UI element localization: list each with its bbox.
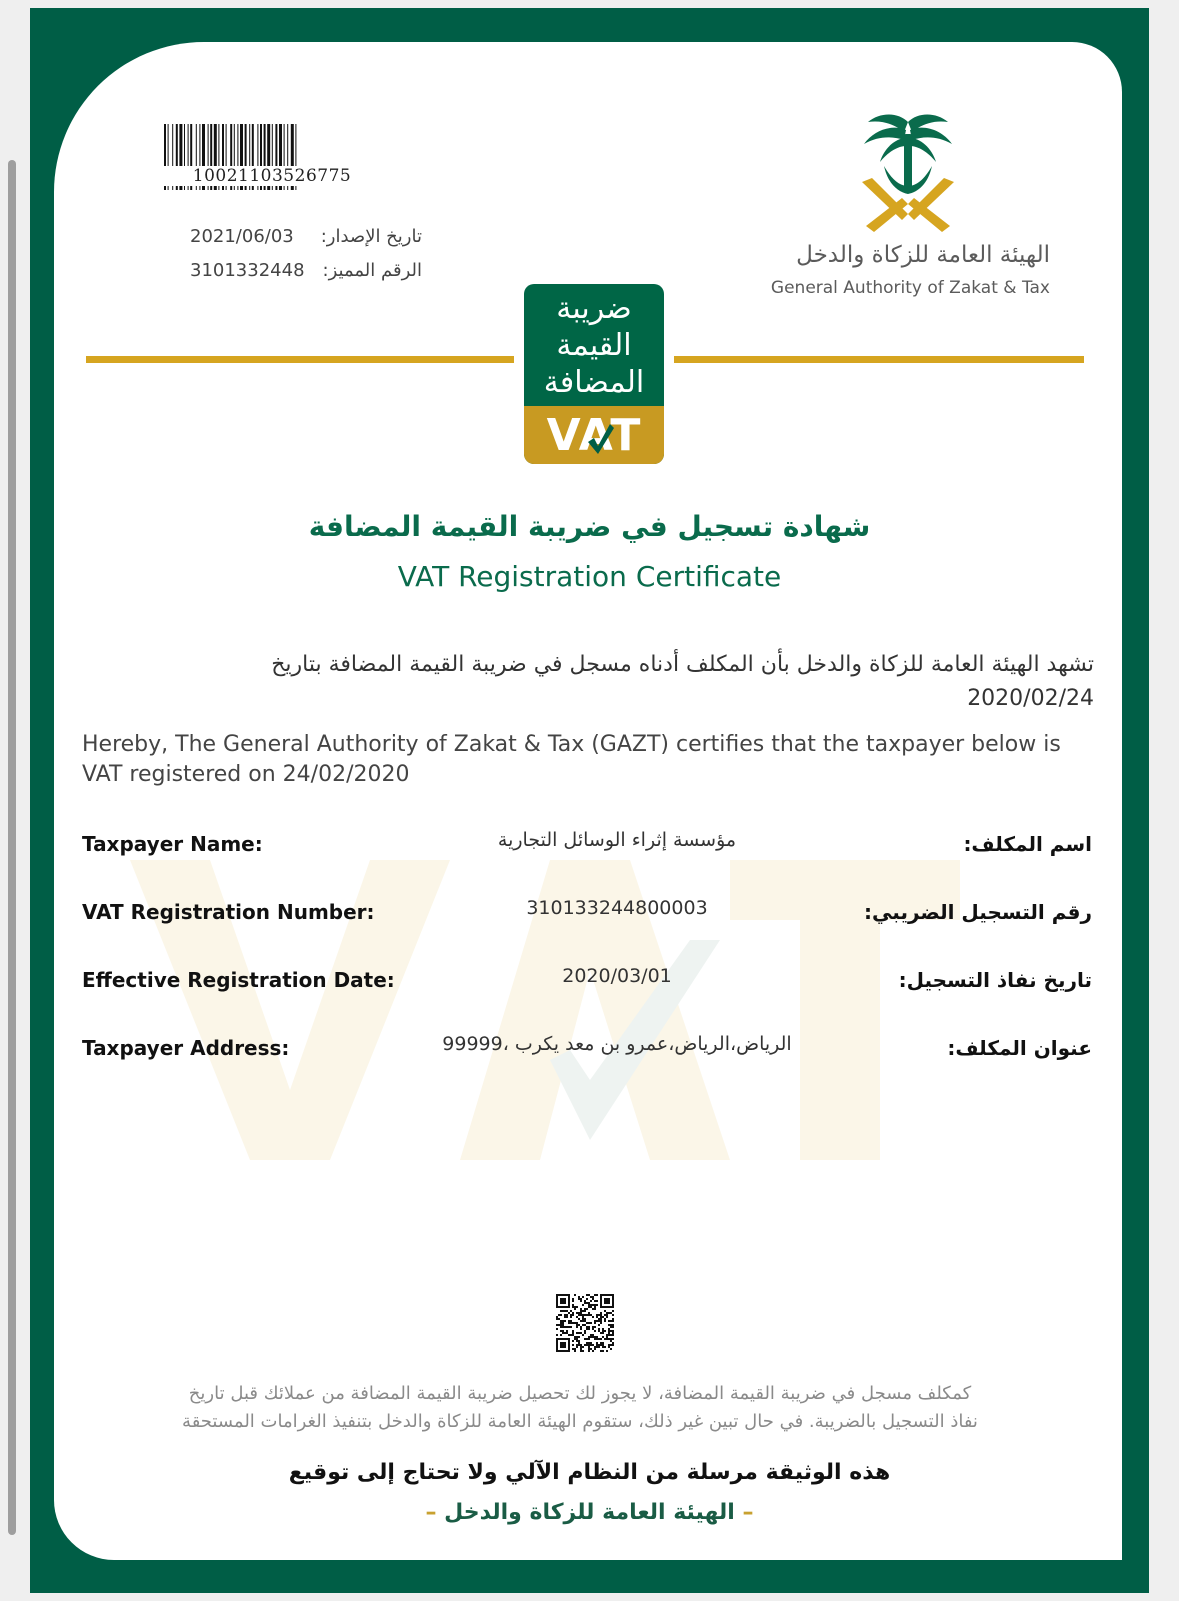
vat-logo-text: VAT <box>546 410 642 461</box>
field-label-en: Taxpayer Address: <box>82 1036 290 1060</box>
registration-notice <box>80 1380 1080 1436</box>
issue-date-value: 2021/06/03 <box>190 226 294 247</box>
field-label-en: VAT Registration Number: <box>82 900 375 924</box>
field-label-ar: عنوان المكلف: <box>947 1036 1092 1060</box>
field-label-ar: اسم المكلف: <box>963 832 1092 856</box>
vat-logo-ar-line3: المضافة <box>543 365 645 400</box>
field-value: 310133244800003 <box>526 897 708 919</box>
certification-text-en: Hereby, The General Authority of Zakat & Tax (GAZT) certifies that the taxpayer below is VAT registered on 24/02/2020 <box>82 732 1061 787</box>
notice-line-2: نفاذ التسجيل بالضريبة. في حال تبين غير ذلك، ستقوم الهيئة العامة للزكاة والدخل بتنفيذ الغرامات المستحقة <box>182 1411 978 1432</box>
issue-date-label: تاريخ الإصدار: <box>320 226 422 247</box>
issue-date-row <box>190 226 422 247</box>
certification-text-ar: تشهد الهيئة العامة للزكاة والدخل بأن المكلف أدناه مسجل في ضريبة القيمة المضافة بتاريخ 2020/02/24 <box>271 652 1094 711</box>
checkmark-icon <box>586 420 614 456</box>
field-label-ar: رقم التسجيل الضريبي: <box>864 900 1092 924</box>
qr-code <box>556 1294 614 1352</box>
system-generated-note: هذه الوثيقة مرسلة من النظام الآلي ولا تحتاج إلى توقيع <box>288 1460 891 1485</box>
vat-logo-ar-line1: ضريبة <box>556 291 632 326</box>
authority-name-en: General Authority of Zakat & Tax <box>770 278 1050 298</box>
authority-signature <box>0 1500 1179 1525</box>
scrollbar[interactable] <box>8 160 16 1535</box>
field-label-en: Effective Registration Date: <box>82 968 395 992</box>
notice-line-1: كمكلف مسجل في ضريبة القيمة المضافة، لا يجوز لك تحصيل ضريبة القيمة المضافة من عملائك قبل تاريخ <box>188 1383 972 1404</box>
vat-logo <box>524 284 664 464</box>
vat-logo-band <box>524 406 664 464</box>
field-effective-date <box>82 965 1092 1008</box>
authority-name-ar: الهيئة العامة للزكاة والدخل <box>796 242 1050 268</box>
signature-text: الهيئة العامة للزكاة والدخل <box>444 1500 735 1525</box>
field-taxpayer-address <box>82 1033 1092 1076</box>
distinct-number-value: 3101332448 <box>190 260 305 281</box>
field-vat-number <box>82 897 1092 940</box>
palm-swords-logo-icon <box>858 108 958 232</box>
field-value: 2020/03/01 <box>562 965 672 987</box>
distinct-number-label: الرقم المميز: <box>322 260 422 281</box>
field-label-en: Taxpayer Name: <box>82 832 263 856</box>
dash-decoration: – <box>425 1500 445 1525</box>
gold-divider-left <box>86 356 514 363</box>
barcode-number: 10021103526775 <box>164 166 380 186</box>
vat-logo-ar-line2: القيمة <box>556 328 632 363</box>
certificate-title-en: VAT Registration Certificate <box>397 560 782 593</box>
field-taxpayer-name <box>82 829 1092 872</box>
certificate-title-ar: شهادة تسجيل في ضريبة القيمة المضافة <box>308 510 871 543</box>
vat-logo-arabic <box>524 290 664 401</box>
field-label-ar: تاريخ نفاذ التسجيل: <box>898 968 1092 992</box>
dash-decoration: – <box>734 1500 754 1525</box>
gold-divider-right <box>674 356 1084 363</box>
field-value: مؤسسة إثراء الوسائل التجارية <box>497 829 737 851</box>
field-value: الرياض،الرياض،عمرو بن معد يكرب ،99999 <box>442 1033 792 1055</box>
distinct-number-row <box>190 260 422 281</box>
